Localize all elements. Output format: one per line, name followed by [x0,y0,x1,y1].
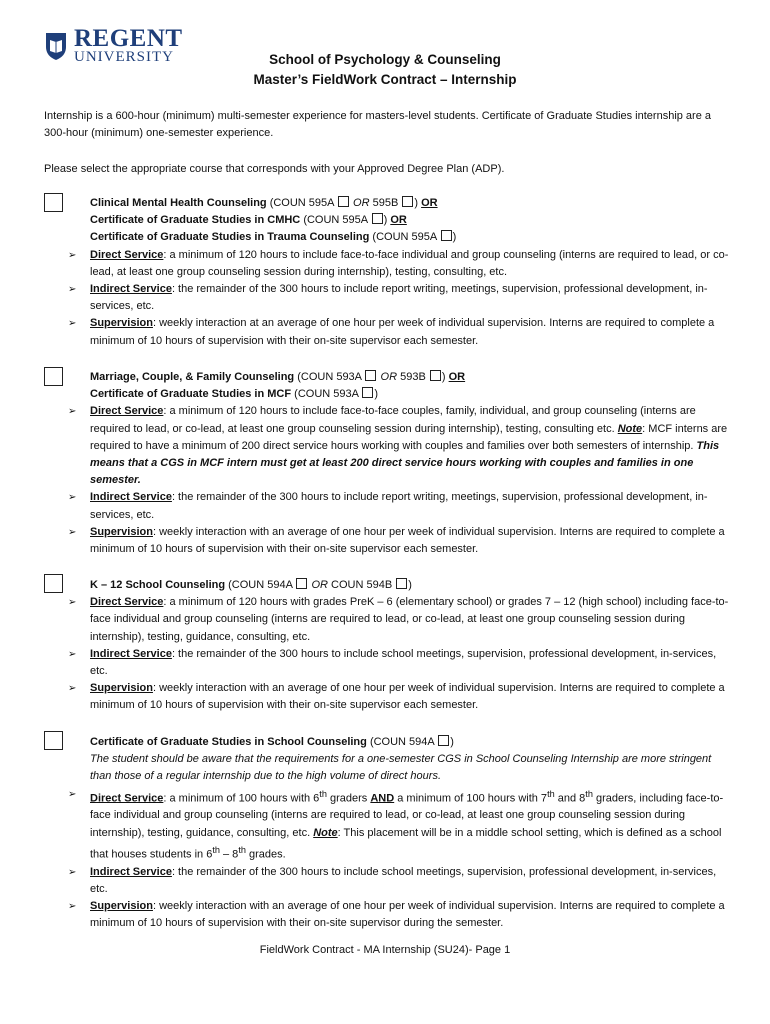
intro-paragraph: Internship is a 600-hour (minimum) multi-semester experience for masters-level students. Certificate of Graduate Studies internship are a 300-hour (minimum) one-semester experience. [44,110,712,139]
course-cgs-cmhc-checkbox[interactable] [372,213,383,224]
list-item: ➢ Supervision: weekly interaction with an average of one hour per week of individual supervision. Interns are required to complete a minimum of 10 hours of supervision with their on-site supervisor each semester. [90,680,730,714]
page-footer: FieldWork Contract - MA Internship (SU24)- Page 1 [259,944,511,956]
list-item: ➢ Direct Service: a minimum of 120 hours to include face-to-face individual and group counseling (interns are required to lead, or co-lead, at least one group counseling session during internship), testing, consulting, etc. [90,247,730,281]
list-item: ➢ Indirect Service: the remainder of the 300 hours to include report writing, meetings, supervision, professional development, in-services, etc. [90,281,730,315]
doc-title-line1: School of Psychology & Counseling [269,52,501,67]
section-cmhc: Clinical Mental Health Counseling (COUN 595A OR 595B ) OR Certificate of Graduate Studies in CMHC (COUN 595A ) OR Certificate of Graduate Studies in Trauma Counseling (COUN 595A ) ➢ Direct Service: a minimum of 120 hours to include face-to-face individual and group counseling (interns are required to lead, or co-lead, at least one group counseling session during internship), testing, consulting, etc. ➢ Indirect Service: the remainder of the 300 hours to include report writing, meetings, supervision, professional development, in-services, etc. ➢ Supervision: weekly interaction at an average of one hour per week of individual supervision. Interns are required to complete a minimum of 10 hours of supervision with their on-site supervisor each semester. [90,195,730,350]
course-593b-checkbox[interactable] [430,370,441,381]
list-item: ➢ Direct Service: a minimum of 120 hours to include face-to-face couples, family, individual, and group counseling (interns are required to lead, or co-lead, at least one group counseling session during internship), testing, consulting etc. Note: MCF interns are required to have a minimum of 200 direct service hours working with couples and families over both semesters of internship. This means that a CGS in MCF intern must get at least 200 direct service hours working with couples and families in one semester. [90,403,730,489]
select-cgs-school-checkbox[interactable] [44,731,63,750]
list-item: ➢ Indirect Service: the remainder of the 300 hours to include school meetings, supervision, professional development, in-services, etc. [90,864,730,898]
course-593a-checkbox[interactable] [365,370,376,381]
course-595b-checkbox[interactable] [402,196,413,207]
list-item: ➢ Indirect Service: the remainder of the 300 hours to include school meetings, supervision, professional development, in-services, etc. [90,646,730,680]
course-cgs-trauma-checkbox[interactable] [441,230,452,241]
section-mcf: Marriage, Couple, & Family Counseling (COUN 593A OR 593B ) OR Certificate of Graduate Studies in MCF (COUN 593A ) ➢ Direct Service: a minimum of 120 hours to include face-to-face couples, family, individual, and group counseling (interns are required to lead, or co-lead, at least one group counseling session during internship), testing, consulting etc. Note: MCF interns are required to have a minimum of 200 direct service hours working with couples and families over both semesters of internship. This means that a CGS in MCF intern must get at least 200 direct service hours working with couples and families in one semester. ➢ Indirect Service: the remainder of the 300 hours to include report writing, meetings, supervision, professional development, in-services, etc. ➢ Supervision: weekly interaction with an average of one hour per week of individual supervision. Interns are required to complete a minimum of 10 hours of supervision with their on-site supervisor each semester. [90,369,730,558]
select-cmhc-checkbox[interactable] [44,193,63,212]
doc-title-line2: Master’s FieldWork Contract – Internship [253,72,517,87]
logo-line2: UNIVERSITY [74,49,174,65]
list-item: ➢ Supervision: weekly interaction with an average of one hour per week of individual supervision. Interns are required to complete a minimum of 10 hours of supervision with their on-site supervisor each semester. [90,524,730,558]
select-mcf-checkbox[interactable] [44,367,63,386]
logo-line1: REGENT [74,25,183,52]
course-cgs-mcf-checkbox[interactable] [362,387,373,398]
course-594a-checkbox[interactable] [296,578,307,589]
section-k12: K – 12 School Counseling (COUN 594A OR COUN 594B ) ➢ Direct Service: a minimum of 120 hours with grades PreK – 6 (elementary school) or grades 7 – 12 (high school) including face-to-face individual and group counseling (interns are required to lead, or co-lead, at least one group counseling session during internship), testing, guidance, consulting, etc. ➢ Indirect Service: the remainder of the 300 hours to include school meetings, supervision, professional development, in-services, etc. ➢ Supervision: weekly interaction with an average of one hour per week of individual supervision. Interns are required to complete a minimum of 10 hours of supervision with their on-site supervisor each semester. [90,577,730,715]
section-cgs-school: Certificate of Graduate Studies in School Counseling (COUN 594A ) The student should be aware that the requirements for a one-semester CGS in School Counseling Internship are more stringent than those of a regular internship due to the high volume of direct hours. ➢ Direct Service: a minimum of 100 hours with 6th graders AND a minimum of 100 hours with 7th and 8th graders, including face-to-face individual and group counseling (interns are required to lead, or co-lead, at least one group counseling session during internship), testing, guidance, consulting, etc. Note: This placement will be in a middle school setting, which is defined as a school that houses students in 6th – 8th grades. ➢ Indirect Service: the remainder of the 300 hours to include school meetings, supervision, professional development, in-services, etc. ➢ Supervision: weekly interaction with an average of one hour per week of individual supervision. Interns are required to complete a minimum of 10 hours of supervision with their on-site supervisor during the semester. [90,734,730,933]
list-item: ➢ Supervision: weekly interaction with an average of one hour per week of individual supervision. Interns are required to complete a minimum of 10 hours of supervision with their on-site supervisor during the semester. [90,898,730,932]
course-594b-checkbox[interactable] [396,578,407,589]
list-item: ➢ Direct Service: a minimum of 120 hours with grades PreK – 6 (elementary school) or grades 7 – 12 (high school) including face-to-face individual and group counseling (interns are required to lead, or co-lead, at least one group counseling session during internship), testing, guidance, consulting, etc. [90,594,730,646]
course-595a-checkbox[interactable] [338,196,349,207]
list-item: ➢ Direct Service: a minimum of 100 hours with 6th graders AND a minimum of 100 hours with 7th and 8th graders, including face-to-face individual and group counseling (interns are required to lead, or co-lead, at least one group counseling session during internship), testing, guidance, consulting, etc. Note: This placement will be in a middle school setting, which is defined as a school that houses students in 6th – 8th grades. [90,786,730,864]
course-cgs-school-checkbox[interactable] [438,735,449,746]
select-k12-checkbox[interactable] [44,574,63,593]
select-prompt: Please select the appropriate course that corresponds with your Approved Degree Plan (ADP). [44,163,505,175]
list-item: ➢ Indirect Service: the remainder of the 300 hours to include report writing, meetings, supervision, professional development, in-services, etc. [90,489,730,523]
list-item: ➢ Supervision: weekly interaction at an average of one hour per week of individual supervision. Interns are required to complete a minimum of 10 hours of supervision with their on-site supervisor each semester. [90,315,730,349]
